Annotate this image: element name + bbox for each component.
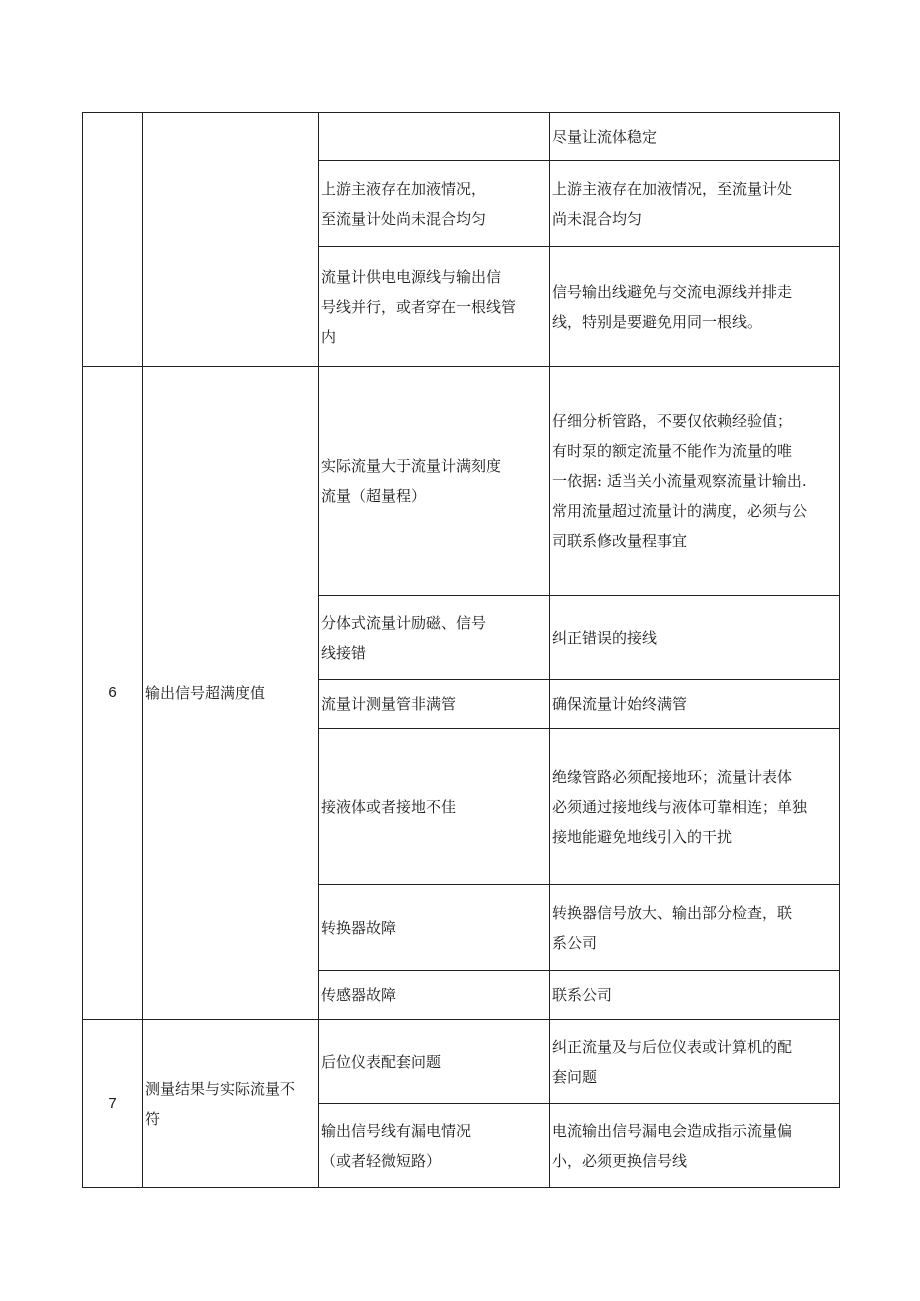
remedy-cell: 上游主液存在加液情况，至流量计处 尚未混合均匀 xyxy=(550,161,840,247)
symptom-cell: 测量结果与实际流量不 符 xyxy=(143,1020,319,1188)
table-row xyxy=(83,1020,840,1104)
item-number-cell: 6 xyxy=(83,367,143,1020)
cause-cell: 转换器故障 xyxy=(319,885,550,971)
item-number-cell xyxy=(83,113,143,367)
cause-cell: 上游主液存在加液情况， 至流量计处尚未混合均匀 xyxy=(319,161,550,247)
troubleshooting-table xyxy=(82,112,840,1188)
cause-cell xyxy=(319,113,550,161)
remedy-cell: 尽量让流体稳定 xyxy=(550,113,840,161)
cause-cell: 传感器故障 xyxy=(319,971,550,1020)
cause-cell: 后位仪表配套问题 xyxy=(319,1020,550,1104)
remedy-cell: 确保流量计始终满管 xyxy=(550,680,840,729)
remedy-cell: 转换器信号放大、输出部分检查，联 系公司 xyxy=(550,885,840,971)
remedy-cell: 联系公司 xyxy=(550,971,840,1020)
table-row xyxy=(83,367,840,596)
remedy-cell: 纠正流量及与后位仪表或计算机的配 套问题 xyxy=(550,1020,840,1104)
remedy-cell: 电流输出信号漏电会造成指示流量偏 小，必须更换信号线 xyxy=(550,1104,840,1188)
cause-cell: 实际流量大于流量计满刻度 流量（超量程） xyxy=(319,367,550,596)
symptom-cell xyxy=(143,113,319,367)
cause-cell: 流量计供电电源线与输出信 号线并行，或者穿在一根线管 内 xyxy=(319,247,550,367)
cause-cell: 分体式流量计励磁、信号 线接错 xyxy=(319,596,550,680)
cause-cell: 输出信号线有漏电情况 （或者轻微短路） xyxy=(319,1104,550,1188)
table-row xyxy=(83,113,840,161)
symptom-cell: 输出信号超满度值 xyxy=(143,367,319,1020)
remedy-cell: 绝缘管路必须配接地环；流量计表体 必须通过接地线与液体可靠相连；单独 接地能避免地线引入的干扰 xyxy=(550,729,840,885)
remedy-cell: 仔细分析管路，不要仅依赖经验值； 有时泵的额定流量不能作为流量的唯 一依据: 适当关小流量观察流量计输出. 常用流量超过流量计的满度，必须与公 司联系修改量程事宜 xyxy=(550,367,840,596)
cause-cell: 流量计测量管非满管 xyxy=(319,680,550,729)
item-number-cell: 7 xyxy=(83,1020,143,1188)
remedy-cell: 纠正错误的接线 xyxy=(550,596,840,680)
cause-cell: 接液体或者接地不佳 xyxy=(319,729,550,885)
remedy-cell: 信号输出线避免与交流电源线并排走 线，特别是要避免用同一根线。 xyxy=(550,247,840,367)
